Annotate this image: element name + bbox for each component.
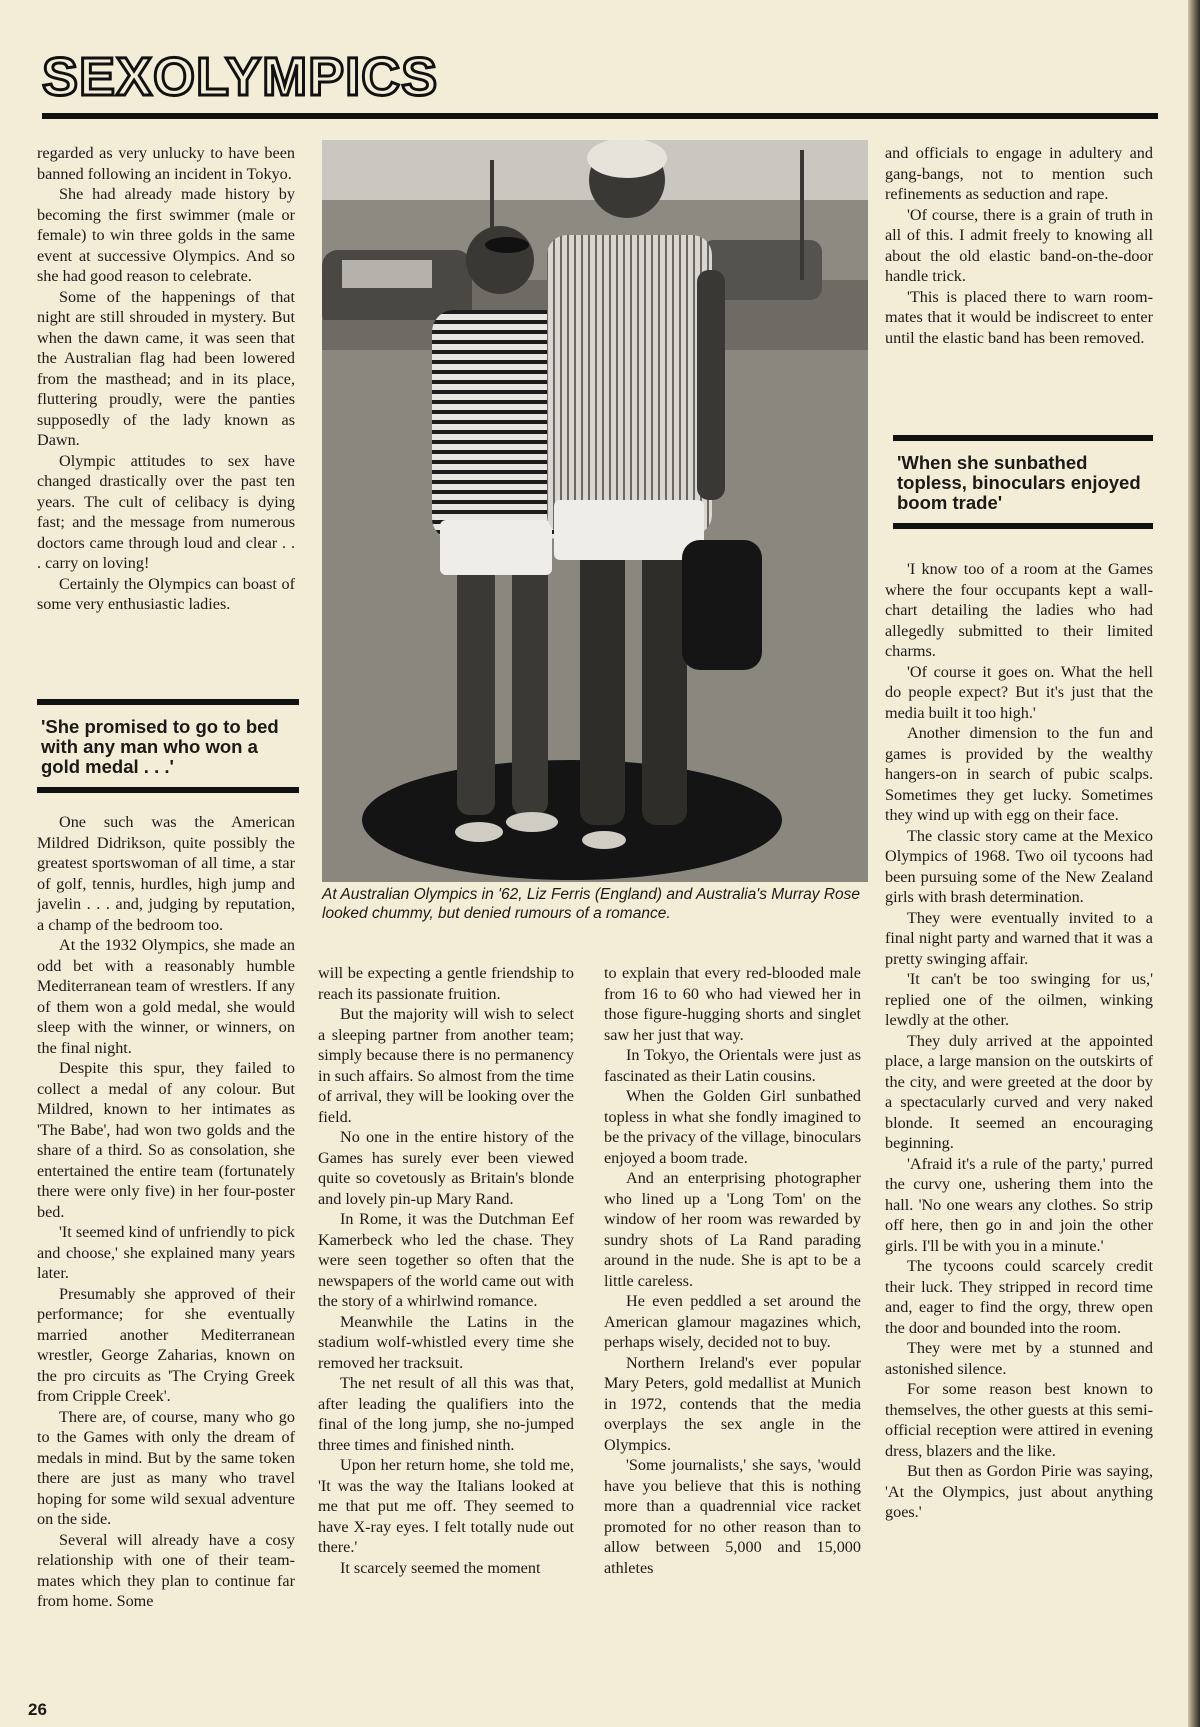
paragraph: 'It seemed kind of unfriendly to pick and choose,' she explained many years later. — [37, 1223, 295, 1282]
article-column-2 — [318, 963, 574, 1578]
paragraph: In Tokyo, the Orientals were just as fascinated as their Latin cousins. — [604, 1046, 861, 1085]
paragraph: Olympic attitudes to sex have changed drastically over the past ten years. The cult of celibacy is dying fast; and the message from numerous doctors came through loud and clear . . . carry on loving! — [37, 451, 295, 572]
paragraph: And an enterprising photographer who lined up a 'Long Tom' on the window of her room was rewarded by sundry shots of La Rand parading around in the nude. She is apt to be a little careless. — [604, 1169, 861, 1290]
photo-caption: At Australian Olympics in '62, Liz Ferris (England) and Australia's Murray Rose looked chummy, but denied rumours of a romance. — [322, 886, 860, 922]
paragraph: 'Some journalists,' she says, 'would have you believe that this is nothing more than a quadrennial vice racket promoted for no other reason than to allow between 5,000 and 15,000 athletes — [604, 1456, 861, 1577]
paragraph: will be expecting a gentle friendship to reach its passionate fruition. — [318, 964, 574, 1003]
paragraph: One such was the American Mildred Didrikson, quite possibly the greatest sportswoman of all time, a star of golf, tennis, hurdles, high jump and javelin . . . and, judging by reputation, a champ of the bedroom too. — [37, 813, 295, 934]
paragraph: Northern Ireland's ever popular Mary Peters, gold medallist at Munich in 1972, contends that the media overplays the sex angle in the Olympics. — [604, 1353, 861, 1454]
paragraph: They duly arrived at the appointed place, a large mansion on the outskirts of the city, and were greeted at the door by a spectacularly curved and very naked blonde. It seemed an encouraging beginning. — [885, 1031, 1153, 1152]
photo-couple — [322, 140, 868, 882]
paragraph: They were met by a stunned and astonished silence. — [885, 1339, 1153, 1378]
paragraph: The net result of all this was that, after leading the qualifiers into the final of the long jump, she no-jumped three times and finished ninth. — [318, 1374, 574, 1454]
photo-illustration — [322, 140, 868, 882]
paragraph: regarded as very unlucky to have been banned following an incident in Tokyo. — [37, 144, 295, 183]
paragraph: 'Of course it goes on. What the hell do people expect? But it's just that the media built it too high.' — [885, 662, 1153, 722]
paragraph: 'It can't be too swinging for us,' replied one of the oilmen, winking lewdly at the other. — [885, 970, 1153, 1029]
paragraph: Several will already have a cosy relationship with one of their team-mates which they plan to continue far from home. Some — [37, 1530, 295, 1610]
paragraph: Meanwhile the Latins in the stadium wolf-whistled every time she removed her tracksuit. — [318, 1312, 574, 1372]
paragraph: The tycoons could scarcely credit their luck. They stripped in record time and, eager to find the orgy, threw open the door and bounded into the room. — [885, 1257, 1153, 1337]
paragraph: 'Afraid it's a rule of the party,' purred the curvy one, ushering them into the hall. 'No one wears any clothes. So strip off here, then go in and join the other girls. I'll be with you in a minute.' — [885, 1154, 1153, 1255]
paragraph: No one in the entire history of the Games has surely ever been viewed quite so covetously as Britain's blonde and lovely pin-up Mary Rand. — [318, 1128, 574, 1208]
paragraph: At the 1932 Olympics, she made an odd bet with a reasonably humble Mediterranean team of wrestlers. If any of them won a gold medal, she would sleep with the winner, or winners, on the final night. — [37, 936, 295, 1057]
pull-quote-gold-medal: 'She promised to go to bed with any man who won a gold medal . . .' — [37, 699, 299, 793]
paragraph: and officials to engage in adultery and gang-bangs, not to mention such refinements as seduction and rape. — [885, 144, 1153, 203]
paragraph: She had already made history by becoming the first swimmer (male or female) to win three golds in the same event at successive Olympics. And so she had good reason to celebrate. — [37, 185, 295, 285]
paragraph: The classic story came at the Mexico Olympics of 1968. Two oil tycoons had been pursuing some of the New Zealand girls with brash determination. — [885, 826, 1153, 906]
page-edge-shadow — [1188, 0, 1200, 1727]
paragraph: But then as Gordon Pirie was saying, 'At the Olympics, just about anything goes.' — [885, 1462, 1153, 1521]
article-column-3 — [604, 963, 861, 1578]
paragraph: When the Golden Girl sunbathed topless in what she fondly imagined to be the privacy of the village, binoculars enjoyed a boom trade. — [604, 1087, 861, 1167]
paragraph: Upon her return home, she told me, 'It was the way the Italians looked at me that put me off. They seemed to have X-ray eyes. I felt totally nude out there.' — [318, 1456, 574, 1556]
paragraph: 'This is placed there to warn room-mates that it would be indiscreet to enter until the elastic band has been removed. — [885, 287, 1153, 347]
paragraph: He even peddled a set around the American glamour magazines which, perhaps wisely, decided not to buy. — [604, 1292, 861, 1351]
page-number: 26 — [28, 1700, 47, 1719]
paragraph: Presumably she approved of their performance; for she eventually married another Mediterranean wrestler, George Zaharias, known on the pro circuits as 'The Crying Greek from Cripple Creek'. — [37, 1284, 295, 1405]
paragraph: It scarcely seemed the moment — [340, 1558, 541, 1577]
paragraph: Despite this spur, they failed to collect a medal of any colour. But Mildred, known to her intimates as 'The Babe', had won two golds and the share of a third. So as consolation, she entertained the entire team (fortunately there were only five) in her four-poster bed. — [37, 1059, 295, 1221]
article-column-4 — [885, 143, 1153, 348]
paragraph: But the majority will wish to select a sleeping partner from another team; simply because there is no permanency in such affairs. So almost from the time of arrival, they will be looking over the field. — [318, 1005, 574, 1126]
paragraph: to explain that every red-blooded male from 16 to 60 who had viewed her in those figure-hugging shorts and singlet saw her just that way. — [604, 964, 861, 1044]
paragraph: Some of the happenings of that night are still shrouded in mystery. But when the dawn came, it was seen that the Australian flag had been lowered from the masthead; and in its place, fluttering proudly, were the panties supposedly of the lady known as Dawn. — [37, 287, 295, 449]
page-title: SEXOLYMPICS — [42, 47, 439, 107]
header-rule — [42, 113, 1158, 119]
paragraph: For some reason best known to themselves, the other guests at this semi-official reception were attired in evening dress, blazers and the like. — [885, 1380, 1153, 1460]
paragraph: 'Of course, there is a grain of truth in all of this. I admit freely to knowing all about the old elastic band-on-the-door handle trick. — [885, 205, 1153, 285]
paragraph: Another dimension to the fun and games is provided by the wealthy hangers-on in search of pubic scalps. Sometimes they get lucky. Sometimes they wind up with egg on their face. — [885, 724, 1153, 824]
pull-quote-binoculars: 'When she sunbathed topless, binoculars enjoyed boom trade' — [893, 435, 1153, 529]
paragraph: Certainly the Olympics can boast of some very enthusiastic ladies. — [37, 574, 295, 613]
article-column-1-continued — [37, 812, 295, 1612]
paragraph: They were eventually invited to a final night party and warned that it was a pretty swinging affair. — [885, 908, 1153, 968]
article-column-4-continued — [885, 559, 1153, 1523]
paragraph: There are, of course, many who go to the Games with only the dream of medals in mind. But by the same token there are just as many who travel hoping for some wild sexual adventure on the side. — [37, 1407, 295, 1528]
paragraph: In Rome, it was the Dutchman Eef Kamerbeck who led the chase. They were seen together so often that the newspapers of the world came out with the story of a whirlwind romance. — [318, 1210, 574, 1310]
article-column-1 — [37, 143, 295, 615]
paragraph: 'I know too of a room at the Games where the four occupants kept a wall-chart detailing the ladies who had allegedly submitted to their limited charms. — [885, 560, 1153, 660]
